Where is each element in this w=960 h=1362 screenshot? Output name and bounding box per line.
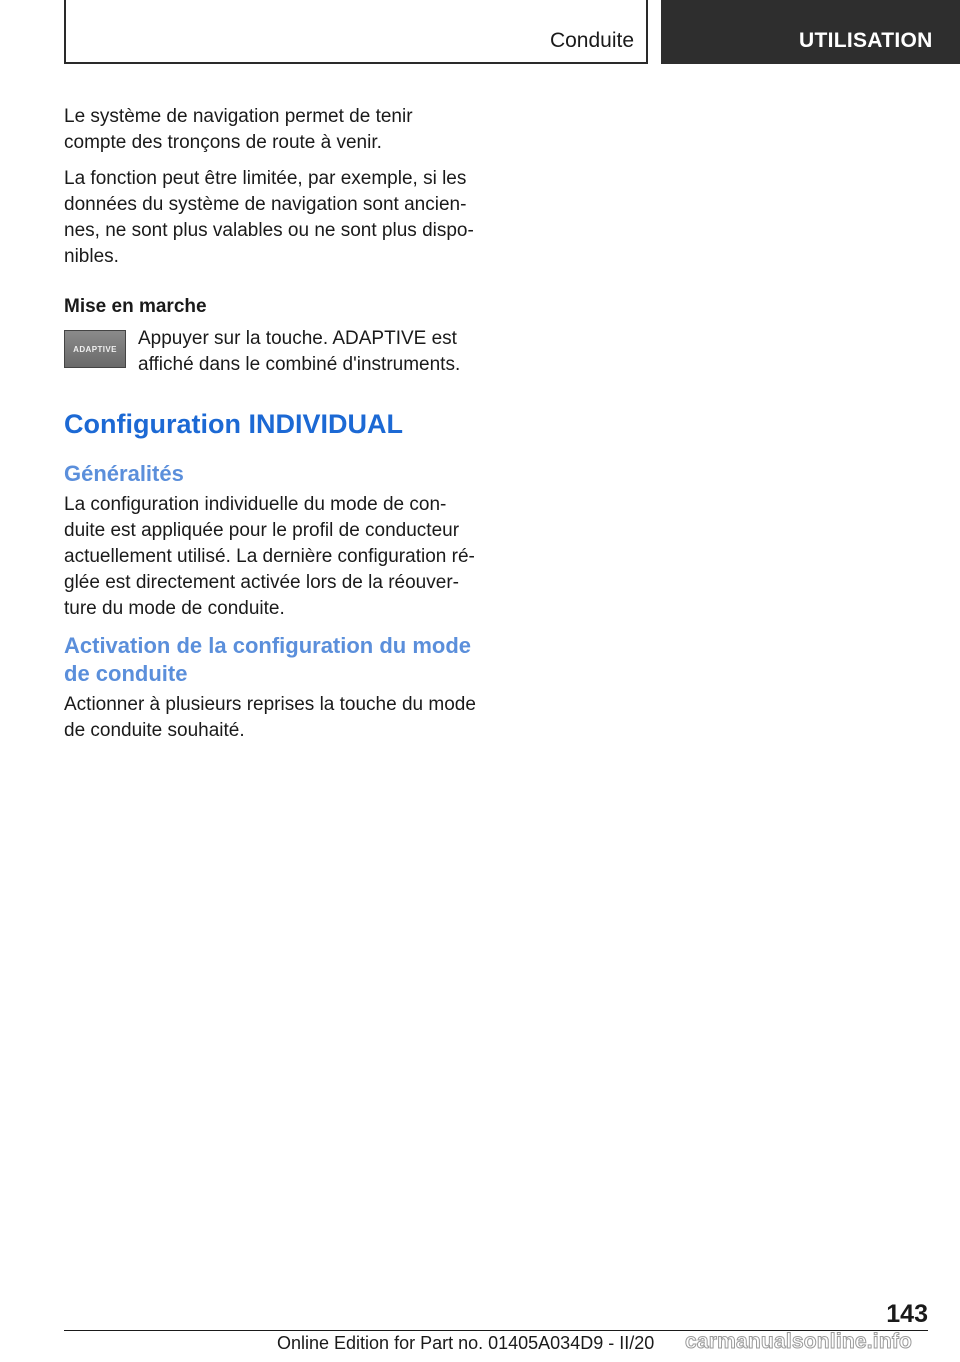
header-chapter-tab (661, 0, 960, 64)
activate-config-heading: Activation de la configuration du mode de conduite (64, 633, 472, 686)
adaptive-button-icon (64, 330, 126, 368)
activation-heading: Mise en marche (64, 296, 207, 317)
page-number: 143 (886, 1300, 928, 1328)
main-content (64, 104, 480, 754)
header-chapter-title: UTILISATION (799, 29, 933, 52)
header-section-title: Conduite (549, 29, 634, 52)
activation-instruction (64, 326, 480, 378)
watermark-text: carmanualsonline.info (685, 1330, 913, 1353)
general-paragraph: La configuration individuelle du mode de conduite est appliquée pour le profil de conducteur actuellement utilisé. La dernière configuration réglée est directement activée lors de la réouverture du mode de conduite. (64, 494, 475, 619)
footer-edition: Online Edition for Part no. 01405A034D9 - II/20 (277, 1333, 655, 1353)
general-heading: Généralités (64, 461, 184, 486)
adaptive-button-label: ADAPTIVE (73, 344, 117, 354)
intro-paragraph-2: La fonction peut être limitée, par exemple, si les données du système de navigation sont anciennes, ne sont plus valables ou ne sont plus disponibles. (64, 168, 474, 267)
intro-paragraph-1: Le système de navigation permet de tenir compte des tronçons de route à venir. (64, 106, 413, 153)
activation-text: Appuyer sur la touche. ADAPTIVE est affiché dans le combiné d'instruments. (138, 328, 461, 375)
header-section-tab (64, 0, 648, 64)
activate-config-paragraph: Actionner à plusieurs reprises la touche du mode de conduite souhaité. (64, 694, 476, 741)
section-title: Configuration INDIVIDUAL (64, 409, 403, 439)
